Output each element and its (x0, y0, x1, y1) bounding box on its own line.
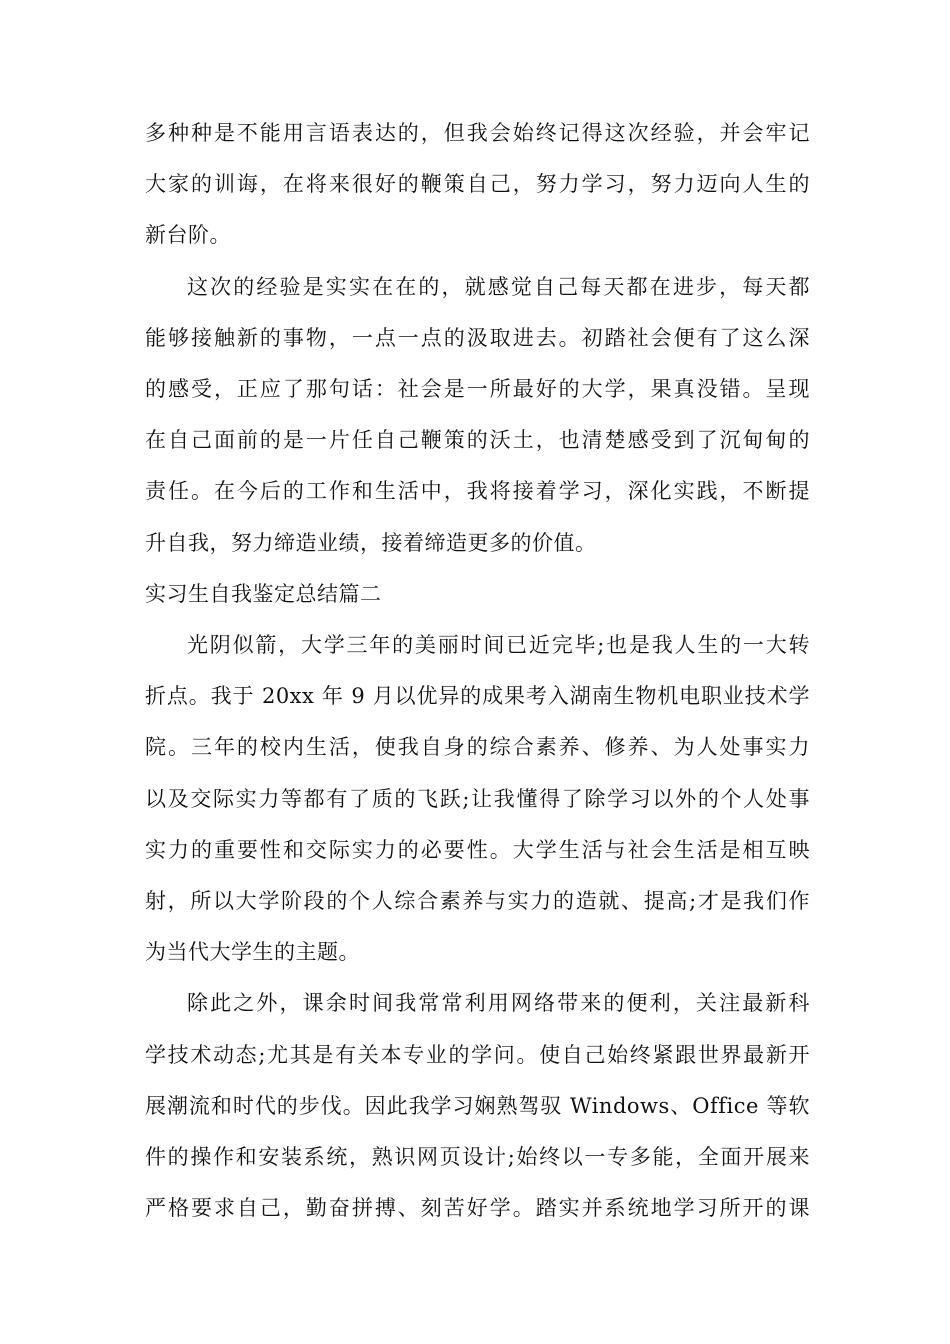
text-line: 多种种是不能用言语表达的，但我会始终记得这次经验，并会牢记 (145, 121, 810, 145)
text-line: 升自我，努力缔造业绩，接着缔造更多的价值。 (145, 530, 597, 555)
text-line: 射，所以大学阶段的个人综合素养与实力的造就、提高;才是我们作 (145, 889, 810, 913)
text-line: 在自己面前的是一片任自己鞭策的沃土，也清楚感受到了沉甸甸的 (145, 428, 810, 453)
text-line: 学技术动态;尤其是有关本专业的学问。使自己始终紧跟世界最新开 (145, 1042, 810, 1067)
text-line: 以及交际实力等都有了质的飞跃;让我懂得了除学习以外的个人处事 (145, 786, 810, 811)
text-line: 为当代大学生的主题。 (145, 940, 360, 965)
text-line: 光阴似箭，大学三年的美丽时间已近完毕;也是我人生的一大转 (187, 633, 810, 657)
text-line: 除此之外，课余时间我常常利用网络带来的便利，关注最新科 (187, 991, 810, 1016)
text-line: 院。三年的校内生活，使我自身的综合素养、修养、为人处事实力 (145, 735, 810, 760)
section-heading: 实习生自我鉴定总结篇二 (145, 581, 382, 606)
text-line: 件的操作和安装系统，熟识网页设计;始终以一专多能，全面开展来 (145, 1145, 810, 1169)
text-line: 新台阶。 (145, 223, 231, 248)
text-line: 责任。在今后的工作和生活中，我将接着学习，深化实践，不断提 (145, 479, 810, 504)
text-line: 这次的经验是实实在在的，就感觉自己每天都在进步，每天都 (187, 274, 810, 299)
text-line: 展潮流和时代的步伐。因此我学习娴熟驾驭 Windows、Office 等软 (145, 1093, 810, 1118)
text-line: 能够接触新的事物，一点一点的汲取进去。初踏社会便有了这么深 (145, 325, 810, 350)
text-line: 大家的训诲，在将来很好的鞭策自己，努力学习，努力迈向人生的 (145, 172, 810, 197)
text-line: 的感受，正应了那句话：社会是一所最好的大学，果真没错。呈现 (145, 377, 810, 401)
text-line: 折点。我于 20xx 年 9 月以优异的成果考入湖南生物机电职业技术学 (145, 684, 810, 709)
text-line: 严格要求自己，勤奋拼搏、刻苦好学。踏实并系统地学习所开的课 (145, 1196, 810, 1221)
text-line: 实力的重要性和交际实力的必要性。大学生活与社会生活是相互映 (145, 837, 810, 862)
